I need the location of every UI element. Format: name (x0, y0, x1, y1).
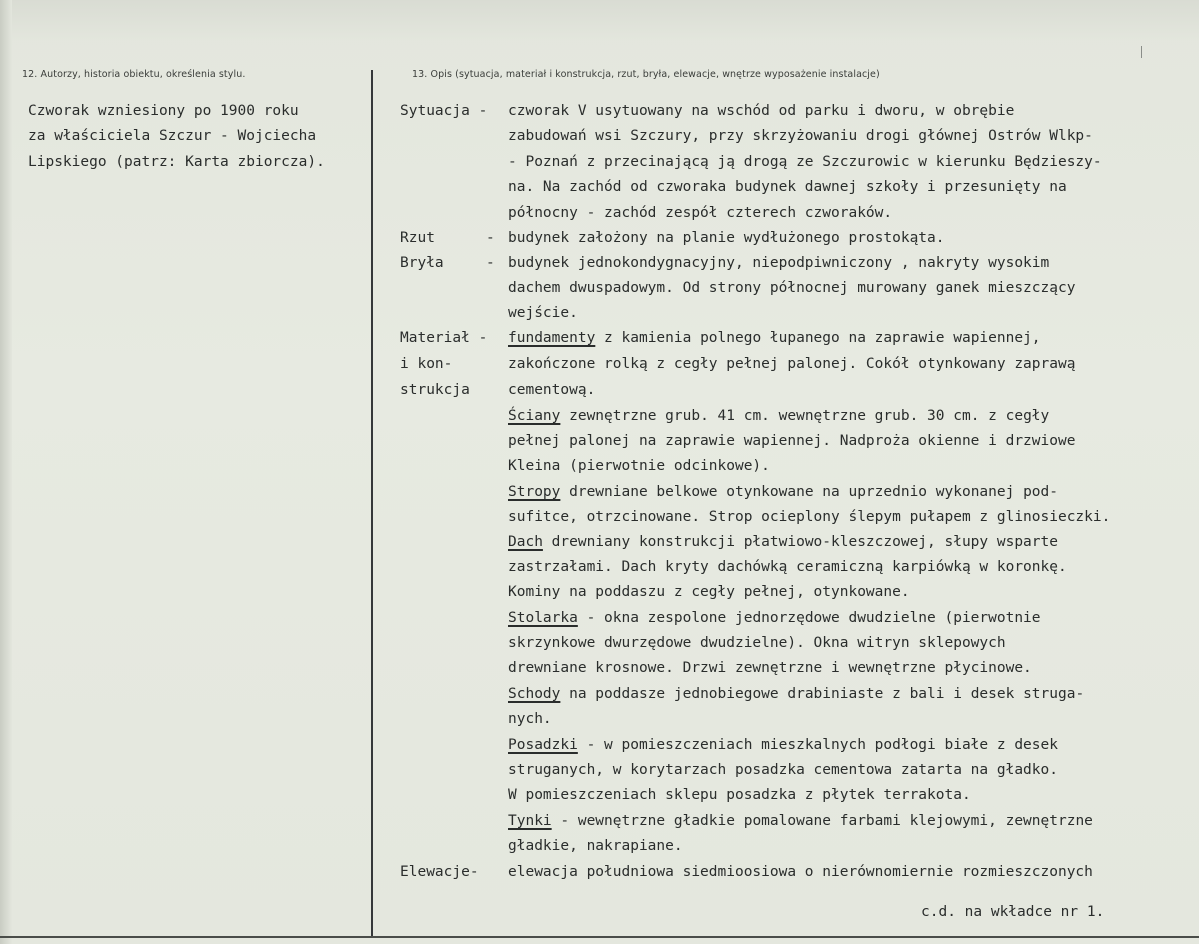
bryla-line-3: wejście. (508, 305, 578, 321)
label-sytuacja: Sytuacja - (400, 103, 488, 119)
stropy-term: Stropy (508, 484, 561, 500)
sytuacja-line-2: zabudowań wsi Szczury, przy skrzyżowaniu drogi głównej Ostrów Wlkp- (508, 128, 1093, 144)
stolarka-line-3: drewniane krosnowe. Drzwi zewnętrzne i wewnętrzne płycinowe. (508, 660, 1032, 676)
label-elewacje: Elewacje- (400, 864, 479, 880)
label-material-3: strukcja (400, 382, 470, 398)
schody-text: na poddasze jednobiegowe drabiniaste z bali i desek struga- (560, 686, 1085, 702)
margin-mark (1141, 46, 1142, 58)
sytuacja-line-5: północny - zachód zespół czterech czworaków. (508, 205, 893, 221)
schody-term: Schody (508, 686, 561, 702)
section-13-header: 13. Opis (sytuacja, materiał i konstrukcja, rzut, bryła, elewacje, wnętrze wyposażenie instalacje) (412, 69, 880, 80)
schody-line-2: nych. (508, 711, 552, 727)
page-top-band (0, 0, 1199, 40)
label-rzut: Rzut (400, 230, 435, 246)
column-divider (371, 70, 373, 936)
schody-line-1 (508, 682, 1084, 706)
label-material-2: i kon- (400, 356, 453, 372)
bryla-line-2: dachem dwuspadowym. Od strony północnej murowany ganek mieszczący (508, 280, 1076, 296)
rzut-text: budynek założony na planie wydłużonego prostokąta. (508, 230, 945, 246)
elewacje-text: elewacja południowa siedmioosiowa o nierównomiernie rozmieszczonych (508, 864, 1093, 880)
authors-line-1: Czworak wzniesiony po 1900 roku (28, 103, 299, 119)
tynki-line-2: gładkie, nakrapiane. (508, 838, 683, 854)
continuation-note: c.d. na wkładce nr 1. (921, 904, 1105, 920)
label-rzut-dash: - (486, 230, 495, 246)
label-material: Materiał - (400, 330, 488, 346)
posadzki-text: - w pomieszczeniach mieszkalnych podłogi białe z desek (577, 737, 1058, 753)
dach-line-3: Kominy na poddaszu z cegły pełnej, otynkowane. (508, 584, 910, 600)
authors-line-2: za właściciela Szczur - Wojciecha (28, 128, 317, 144)
sytuacja-line-3: - Poznań z przecinającą ją drogą ze Szczurowic w kierunku Będzieszy- (508, 154, 1102, 170)
dach-line-1 (508, 530, 1058, 554)
label-bryla-dash: - (486, 255, 495, 271)
stolarka-line-1 (508, 606, 1041, 630)
sciany-line-1 (508, 404, 1049, 428)
authors-line-3: Lipskiego (patrz: Karta zbiorcza). (28, 154, 325, 170)
sciany-text: zewnętrzne grub. 41 cm. wewnętrzne grub. 30 cm. z cegły (560, 408, 1050, 424)
dach-line-2: zastrzałami. Dach kryty dachówką ceramiczną karpiówką w koronkę. (508, 559, 1067, 575)
sytuacja-line-1: czworak V usytuowany na wschód od parku i dworu, w obrębie (508, 103, 1015, 119)
posadzki-line-2: struganych, w korytarzach posadzka cementowa zatarta na gładko. (508, 762, 1058, 778)
bryla-line-1: budynek jednokondygnacyjny, niepodpiwniczony , nakryty wysokim (508, 255, 1050, 271)
stropy-line-2: sufitce, otrzcinowane. Strop ocieplony ślepym pułapem z glinosieczki. (508, 509, 1111, 525)
posadzki-line-3: W pomieszczeniach sklepu posadzka z płytek terrakota. (508, 787, 971, 803)
stropy-line-1 (508, 480, 1058, 504)
stolarka-line-2: skrzynkowe dwurzędowe dwudzielne). Okna witryn sklepowych (508, 635, 1006, 651)
posadzki-line-1 (508, 733, 1058, 757)
tynki-text: - wewnętrzne gładkie pomalowane farbami klejowymi, zewnętrzne (551, 813, 1093, 829)
page-bottom-rule (0, 936, 1199, 938)
tynki-line-1 (508, 809, 1093, 833)
label-bryla: Bryła (400, 255, 444, 271)
section-12-header: 12. Autorzy, historia obiektu, określenia stylu. (22, 69, 246, 80)
sytuacja-line-4: na. Na zachód od czworaka budynek dawnej szkoły i przesunięty na (508, 179, 1067, 195)
dach-text: drewniany konstrukcji płatwiowo-kleszczowej, słupy wsparte (542, 534, 1058, 550)
page-left-edge (0, 0, 12, 944)
fundamenty-line-1 (508, 326, 1041, 350)
tynki-term: Tynki (508, 813, 552, 829)
stropy-text: drewniane belkowe otynkowane na uprzednio wykonanej pod- (560, 484, 1058, 500)
sciany-term: Ściany (508, 408, 561, 424)
fundamenty-term: fundamenty (508, 330, 596, 346)
fundamenty-text: z kamienia polnego łupanego na zaprawie wapiennej, (595, 330, 1041, 346)
fundamenty-line-3: cementową. (508, 382, 596, 398)
stolarka-term: Stolarka (508, 610, 578, 626)
sciany-line-2: pełnej palonej na zaprawie wapiennej. Nadproża okienne i drzwiowe (508, 433, 1076, 449)
stolarka-text: - okna zespolone jednorzędowe dwudzielne (pierwotnie (577, 610, 1041, 626)
sciany-line-3: Kleina (pierwotnie odcinkowe). (508, 458, 770, 474)
fundamenty-line-2: zakończone rolką z cegły pełnej palonej. Cokół otynkowany zaprawą (508, 356, 1076, 372)
posadzki-term: Posadzki (508, 737, 578, 753)
dach-term: Dach (508, 534, 543, 550)
